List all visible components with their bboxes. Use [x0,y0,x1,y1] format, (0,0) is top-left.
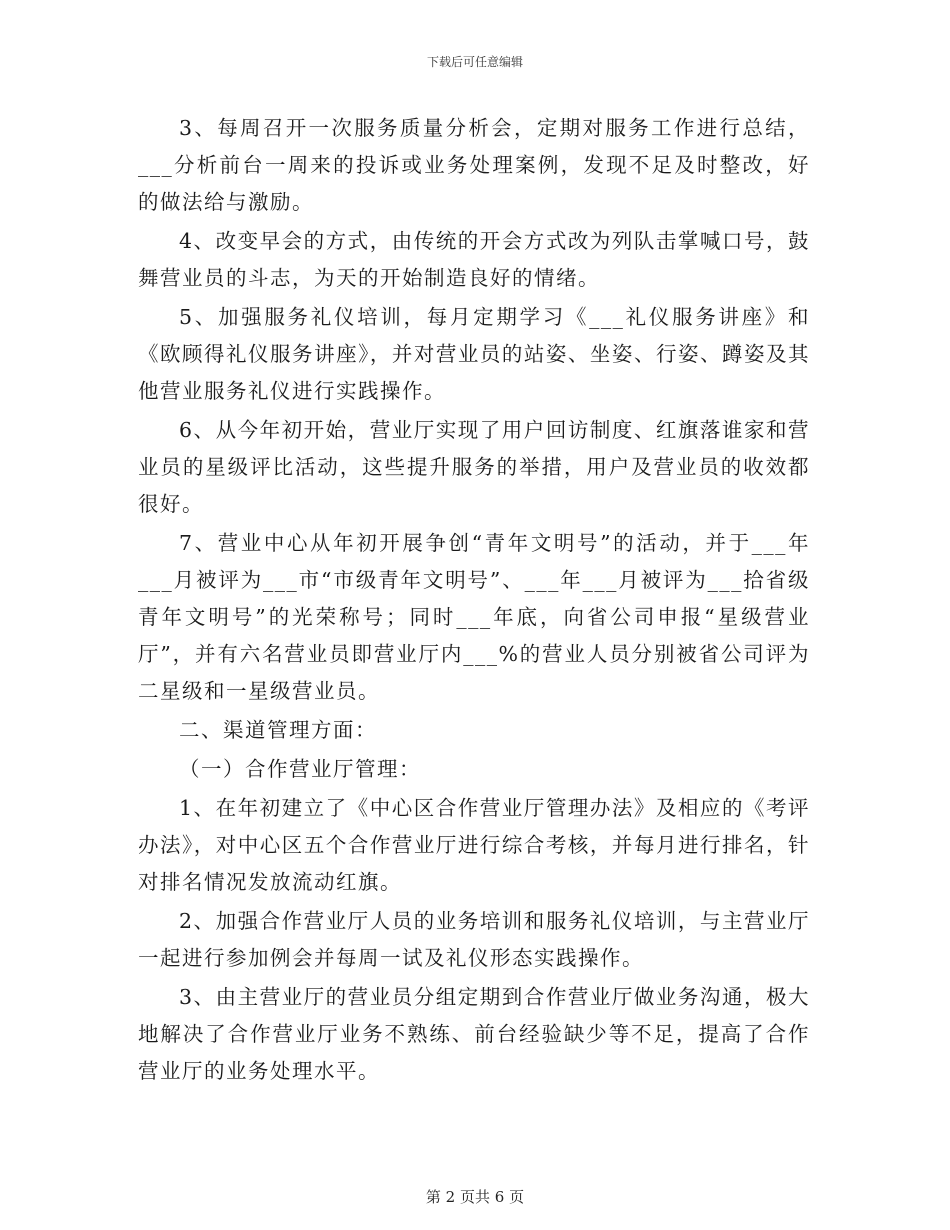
paragraph: 1、在年初建立了《中心区合作营业厅管理办法》及相应的《考评办法》，对中心区五个合作营业厅进行综合考核，并每月进行排名，针对排名情况发放流动红旗。 [138,796,810,894]
page-header-note: 下载后可任意编辑 [426,55,523,69]
paragraph: 6、从今年初开始，营业厅实现了用户回访制度、红旗落谁家和营业员的星级评比活动，这些提升服务的举措，用户及营业员的收效都很好。 [138,418,810,516]
subsection-heading: （一）合作营业厅管理： [179,757,421,781]
section-heading: 二、渠道管理方面： [179,718,377,742]
page-number: 第 2 页共 6 页 [425,1188,525,1206]
paragraph: 3、由主营业厅的营业员分组定期到合作营业厅做业务沟通，极大地解决了合作营业厅业务不熟练、前台经验缺少等不足，提高了合作营业厅的业务处理水平。 [138,985,810,1083]
paragraph: 2、加强合作营业厅人员的业务培训和服务礼仪培训，与主营业厅一起进行参加例会并每周一试及礼仪形态实践操作。 [138,909,810,970]
document-body [138,110,810,1092]
paragraph: 4、改变早会的方式，由传统的开会方式改为列队击掌喊口号，鼓舞营业员的斗志，为天的开始制造良好的情绪。 [138,229,810,290]
paragraph: 3、每周召开一次服务质量分析会，定期对服务工作进行总结，___分析前台一周来的投诉或业务处理案例，发现不足及时整改，好的做法给与激励。 [138,116,810,214]
paragraph: 5、加强服务礼仪培训，每月定期学习《___礼仪服务讲座》和《欧顾得礼仪服务讲座》，并对营业员的站姿、坐姿、行姿、蹲姿及其他营业服务礼仪进行实践操作。 [138,305,810,403]
paragraph: 7、营业中心从年初开展争创“青年文明号”的活动，并于___年___月被评为___市“市级青年文明号”、___年___月被评为___拾省级青年文明号”的光荣称号；同时___年底，向省公司申报“星级营业厅”，并有六名营业员即营业厅内___%的营业人员分别被省公司评为二星级和一星级营业员。 [138,531,810,703]
